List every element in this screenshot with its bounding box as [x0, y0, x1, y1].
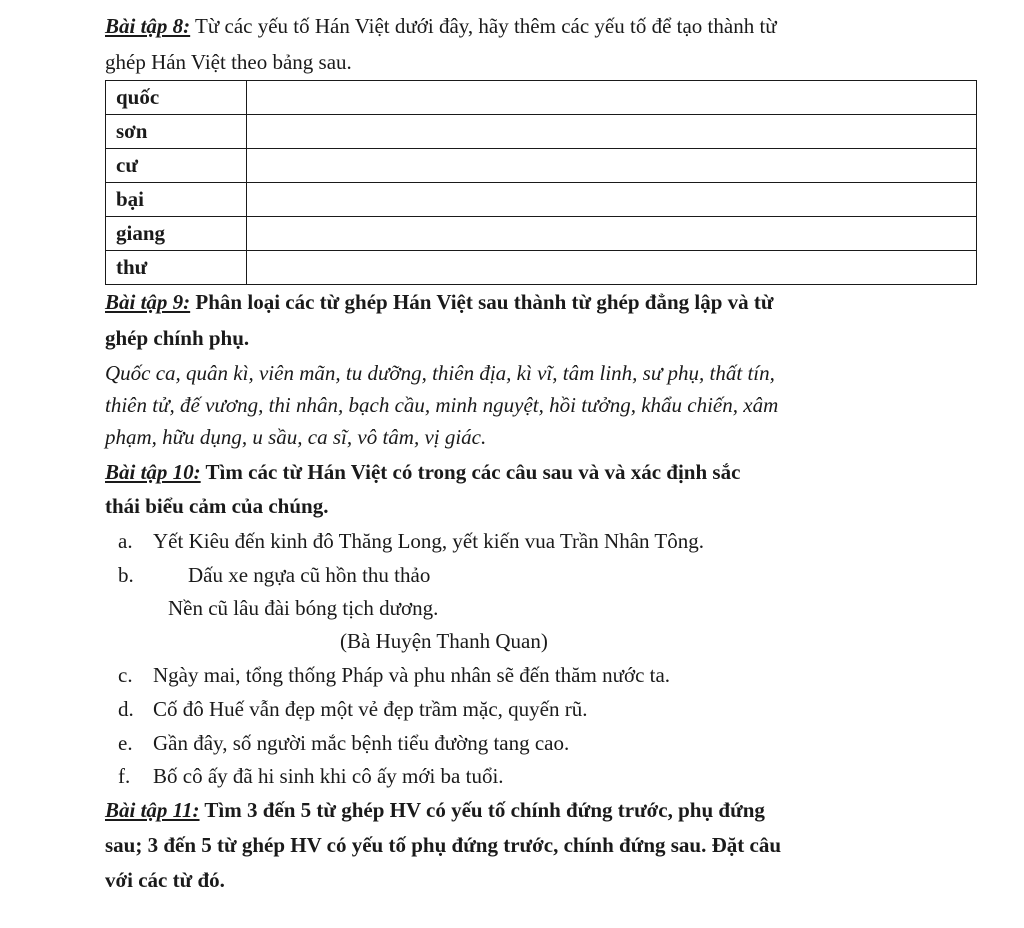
ex9-instruction-line1	[105, 292, 774, 313]
ex8-heading: Bài tập 8:	[105, 14, 191, 38]
ex10-item-e-text: Gần đây, số người mắc bệnh tiểu đường tang cao.	[153, 731, 570, 755]
ex10-item-d-marker: d.	[118, 697, 134, 721]
answer-cell[interactable]	[247, 149, 977, 183]
hv-element-cell: cư	[106, 149, 247, 183]
ex10-item-a-text: Yết Kiêu đến kinh đô Thăng Long, yết kiến vua Trần Nhân Tông.	[153, 529, 704, 553]
hv-element-cell: sơn	[106, 115, 247, 149]
ex10-instruction-text: Tìm các từ Hán Việt có trong các câu sau và và xác định sắc	[200, 460, 741, 484]
hv-element-cell: giang	[106, 217, 247, 251]
ex10-item-e-marker: e.	[118, 731, 133, 755]
hv-element-cell: quốc	[106, 81, 247, 115]
answer-cell[interactable]	[247, 217, 977, 251]
table-row	[106, 81, 977, 115]
ex9-word-list-line3: phạm, hữu dụng, u sầu, ca sĩ, vô tâm, vị giác.	[105, 425, 487, 449]
table-row	[106, 149, 977, 183]
hv-element-cell: bại	[106, 183, 247, 217]
ex11-instruction-text: Tìm 3 đến 5 từ ghép HV có yếu tố chính đứng trước, phụ đứng	[199, 798, 765, 822]
ex11-heading: Bài tập 11:	[105, 798, 200, 822]
table-row	[106, 183, 977, 217]
ex9-instruction-line2: ghép chính phụ.	[105, 326, 250, 350]
ex10-item-d-text: Cố đô Huế vẫn đẹp một vẻ đẹp trầm mặc, quyến rũ.	[153, 697, 588, 721]
ex10-item-f-text: Bố cô ấy đã hi sinh khi cô ấy mới ba tuổi.	[153, 764, 504, 788]
ex9-heading: Bài tập 9:	[105, 290, 191, 314]
answer-cell[interactable]	[247, 115, 977, 149]
ex11-instruction-line3: với các từ đó.	[105, 868, 225, 892]
ex10-item-b-text2: Nền cũ lâu đài bóng tịch dương.	[168, 596, 439, 620]
ex10-item-c-marker: c.	[118, 663, 133, 687]
ex11-instruction-line1	[105, 800, 765, 821]
ex10-heading: Bài tập 10:	[105, 460, 201, 484]
ex10-item-b-text: Dấu xe ngựa cũ hồn thu thảo	[188, 563, 431, 587]
answer-cell[interactable]	[247, 251, 977, 285]
ex10-instruction-line1	[105, 462, 740, 483]
ex10-item-b-author: (Bà Huyện Thanh Quan)	[340, 629, 548, 653]
answer-cell[interactable]	[247, 183, 977, 217]
table-row	[106, 217, 977, 251]
hv-element-cell: thư	[106, 251, 247, 285]
ex9-word-list-line2: thiên tử, đế vương, thi nhân, bạch cầu, minh nguyệt, hồi tưởng, khẩu chiến, xâm	[105, 393, 779, 417]
ex9-instruction-text: Phân loại các từ ghép Hán Việt sau thành từ ghép đẳng lập và từ	[190, 290, 774, 314]
table-row	[106, 251, 977, 285]
ex8-instruction-line2: ghép Hán Việt theo bảng sau.	[105, 50, 352, 74]
answer-cell[interactable]	[247, 81, 977, 115]
ex8-instruction-line1	[105, 16, 777, 37]
ex10-item-f-marker: f.	[118, 764, 131, 788]
ex9-word-list-line1: Quốc ca, quân kì, viên mãn, tu dưỡng, thiên địa, kì vĩ, tâm linh, sư phụ, thất tín,	[105, 361, 775, 385]
ex10-item-b-marker: b.	[118, 563, 134, 587]
ex10-item-c-text: Ngày mai, tổng thống Pháp và phu nhân sẽ đến thăm nước ta.	[153, 663, 671, 687]
ex11-instruction-line2: sau; 3 đến 5 từ ghép HV có yếu tố phụ đứng trước, chính đứng sau. Đặt câu	[105, 833, 782, 857]
hv-elements-table	[105, 80, 977, 285]
ex10-item-a-marker: a.	[118, 529, 133, 553]
table-row	[106, 115, 977, 149]
ex8-instruction-text: Từ các yếu tố Hán Việt dưới đây, hãy thêm các yếu tố để tạo thành từ	[190, 14, 777, 38]
ex10-instruction-line2: thái biểu cảm của chúng.	[105, 494, 329, 518]
